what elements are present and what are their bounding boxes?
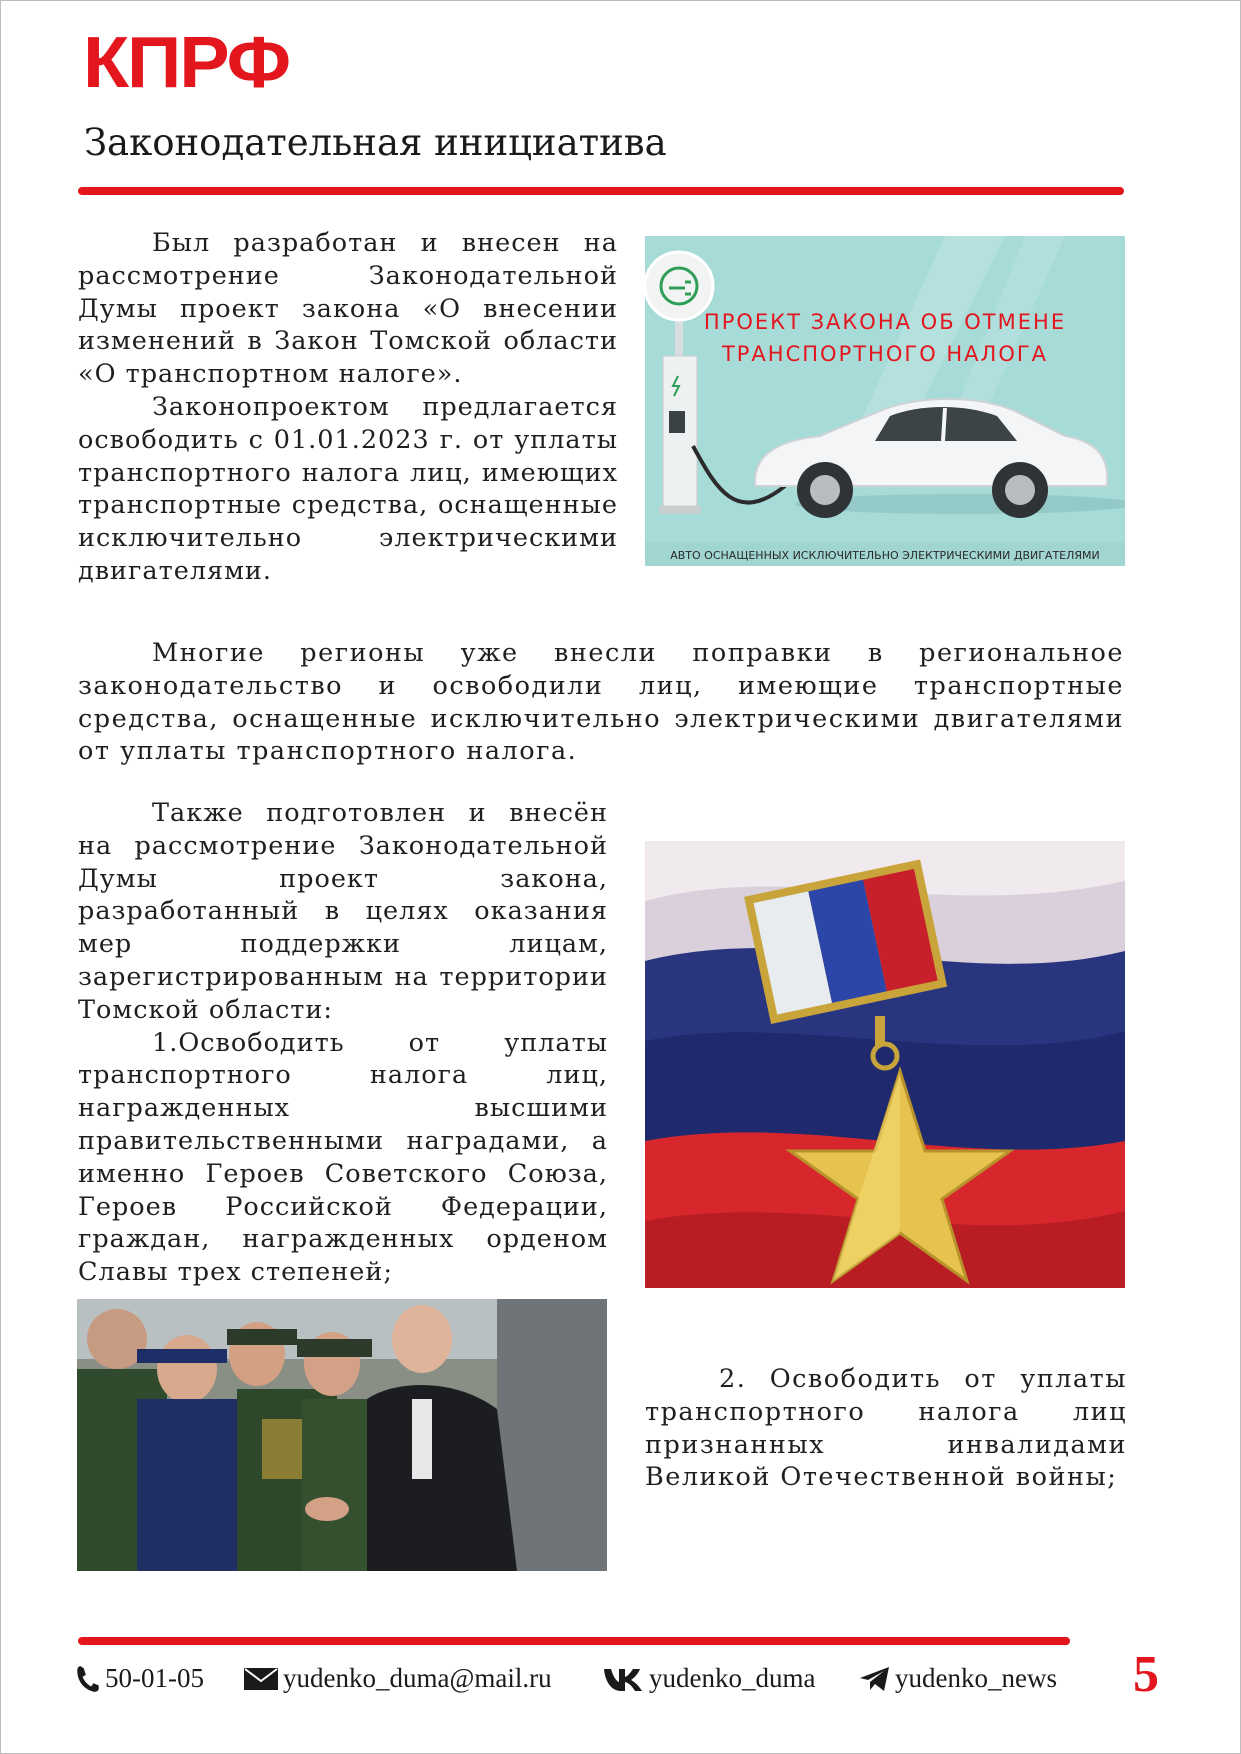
veterans-parade-photo <box>77 1299 607 1571</box>
footer-divider <box>78 1637 1070 1645</box>
section-title: Законодательная инициатива <box>84 121 667 164</box>
intro-text-block <box>78 227 618 588</box>
footer-email[interactable] <box>243 1663 552 1694</box>
vk-icon <box>603 1666 645 1692</box>
paragraph-item-2: 2. Освободить от уплаты транспортного налога лиц признанных инвалидами Великой Отечественной войны; <box>645 1364 1127 1493</box>
telegram-icon <box>859 1665 891 1693</box>
regions-text-block <box>78 637 1124 768</box>
party-logo: КПРФ <box>83 23 290 103</box>
ev-headline-line-1: ПРОЕКТ ЗАКОНА ОБ ОТМЕНЕ <box>703 310 1067 334</box>
paragraph-bill-proposal: Законопроектом предлагается освободить с 01.01.2023 г. от уплаты транспортного налога лиц, имеющих транспортные средства, оснащенные исключительно электрическими двигателями. <box>78 391 618 586</box>
paragraph-bill-submitted: Был разработан и внесен на рассмотрение Законодательной Думы проект закона «О внесении изменений в Закон Томской области «О транспортном налоге». <box>78 228 618 390</box>
footer-phone <box>75 1663 204 1694</box>
vk-handle[interactable]: yudenko_duma <box>649 1663 816 1693</box>
page-number: 5 <box>1133 1646 1159 1703</box>
ev-tax-illustration <box>645 236 1125 566</box>
header-divider <box>78 187 1124 195</box>
item-2-text-block <box>645 1363 1127 1494</box>
paragraph-regions: Многие регионы уже внесли поправки в региональное законодательство и освободили лиц, имеющие транспортные средства, оснащенные исключительно электрическими двигателями от уплаты транспортного налога. <box>78 638 1124 767</box>
footer-telegram[interactable] <box>859 1663 1057 1694</box>
support-text-block <box>78 797 608 1289</box>
email-address[interactable]: yudenko_duma@mail.ru <box>283 1663 552 1693</box>
phone-number: 50-01-05 <box>105 1663 204 1693</box>
mail-icon <box>243 1666 279 1692</box>
telegram-handle[interactable]: yudenko_news <box>895 1663 1057 1693</box>
footer-vk[interactable] <box>603 1663 815 1694</box>
ev-headline-line-2: ТРАНСПОРТНОГО НАЛОГА <box>721 342 1049 366</box>
paragraph-support-bill: Также подготовлен и внесён на рассмотрение Законодательной Думы проект закона, разработанный в целях оказания мер поддержки лицам, зарегистрированным на территории Томской области: <box>78 798 608 1025</box>
hero-medal-photo <box>645 841 1125 1288</box>
paragraph-item-1: 1.Освободить от уплаты транспортного налога лиц, награжденных высшими правительственными наградами, а именно Героев Советского Союза, Героев Российской Федерации, граждан, награжденных орденом Славы трех степеней; <box>78 1027 608 1288</box>
footer <box>1 1659 1241 1699</box>
phone-icon <box>75 1664 101 1694</box>
ev-caption: АВТО ОСНАЩЕННЫХ ИСКЛЮЧИТЕЛЬНО ЭЛЕКТРИЧЕСКИМИ ДВИГАТЕЛЯМИ <box>670 549 1100 562</box>
